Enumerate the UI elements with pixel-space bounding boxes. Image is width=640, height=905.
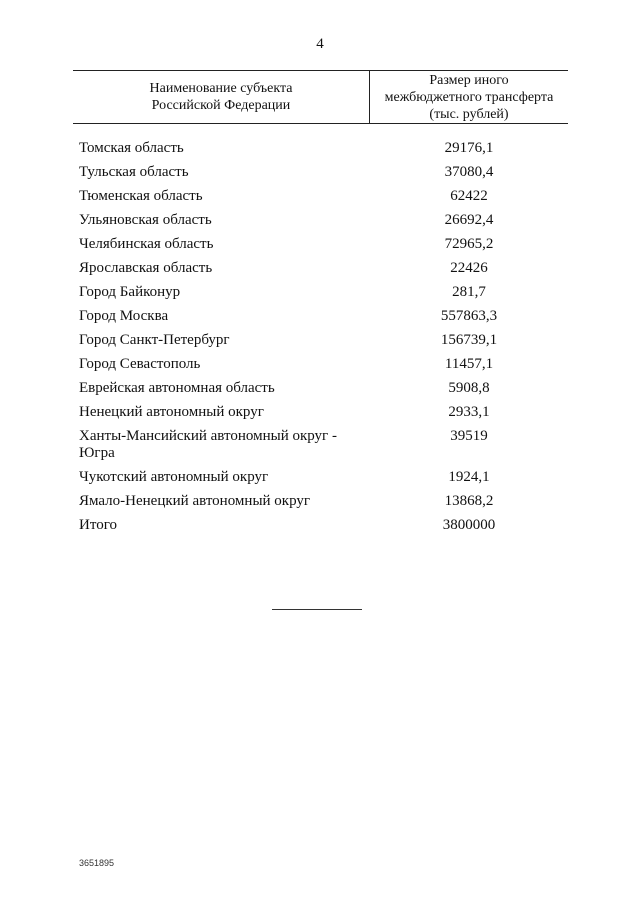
transfer-amount: 2933,1 <box>448 404 490 420</box>
total-label: Итого <box>79 517 117 533</box>
page-number: 4 <box>316 36 324 52</box>
table-row <box>73 404 568 428</box>
transfer-amount: 62422 <box>450 188 488 204</box>
subject-name: Ярославская область <box>79 260 213 276</box>
table-row <box>73 308 568 332</box>
table-row <box>73 332 568 356</box>
table-row <box>73 284 568 308</box>
subject-name: Город Москва <box>79 308 169 324</box>
table-row <box>73 188 568 212</box>
table-row <box>73 356 568 380</box>
subject-name: Тульская область <box>79 164 189 180</box>
subject-name: Тюменская область <box>79 188 203 204</box>
subject-name: Ямало-Ненецкий автономный округ <box>79 493 311 509</box>
transfer-amount: 5908,8 <box>448 380 490 396</box>
subject-name: Чукотский автономный округ <box>79 469 269 485</box>
table-row <box>73 469 568 493</box>
transfer-amount: 11457,1 <box>444 356 494 372</box>
table-row-total <box>73 517 568 541</box>
table-row <box>73 428 568 469</box>
table-body <box>73 140 568 541</box>
document-code: 3651895 <box>79 858 115 868</box>
transfer-amount: 39519 <box>450 428 488 444</box>
subject-name: Ульяновская область <box>79 212 212 228</box>
header-subject-name: Наименование субъекта Российской Федерации <box>73 71 370 123</box>
transfer-amount: 29176,1 <box>444 140 494 156</box>
table-row <box>73 212 568 236</box>
transfer-amount: 557863,3 <box>440 308 498 324</box>
transfer-table <box>73 70 568 541</box>
transfer-amount: 1924,1 <box>448 469 490 485</box>
transfer-amount: 72965,2 <box>444 236 494 252</box>
subject-name: Город Байконур <box>79 284 181 300</box>
table-header <box>73 70 568 124</box>
subject-name: Ненецкий автономный округ <box>79 404 264 420</box>
subject-name: Город Севастополь <box>79 356 201 372</box>
table-row <box>73 236 568 260</box>
table-row <box>73 493 568 517</box>
end-separator-line <box>272 609 362 610</box>
transfer-amount: 156739,1 <box>440 332 498 348</box>
table-row <box>73 164 568 188</box>
transfer-amount: 13868,2 <box>444 493 494 509</box>
subject-name: Ханты-Мансийский автономный округ - Югра <box>79 428 337 461</box>
subject-name: Еврейская автономная область <box>79 380 275 396</box>
subject-name: Город Санкт-Петербург <box>79 332 230 348</box>
transfer-amount: 37080,4 <box>444 164 494 180</box>
subject-name: Томская область <box>79 140 184 156</box>
table-row <box>73 140 568 164</box>
transfer-amount: 22426 <box>450 260 488 276</box>
table-row <box>73 380 568 404</box>
total-amount: 3800000 <box>442 517 496 533</box>
table-row <box>73 260 568 284</box>
transfer-amount: 26692,4 <box>444 212 494 228</box>
header-transfer-amount: Размер иного межбюджетного трансферта (тыс. рублей) <box>384 72 554 122</box>
subject-name: Челябинская область <box>79 236 214 252</box>
transfer-amount: 281,7 <box>452 284 486 300</box>
